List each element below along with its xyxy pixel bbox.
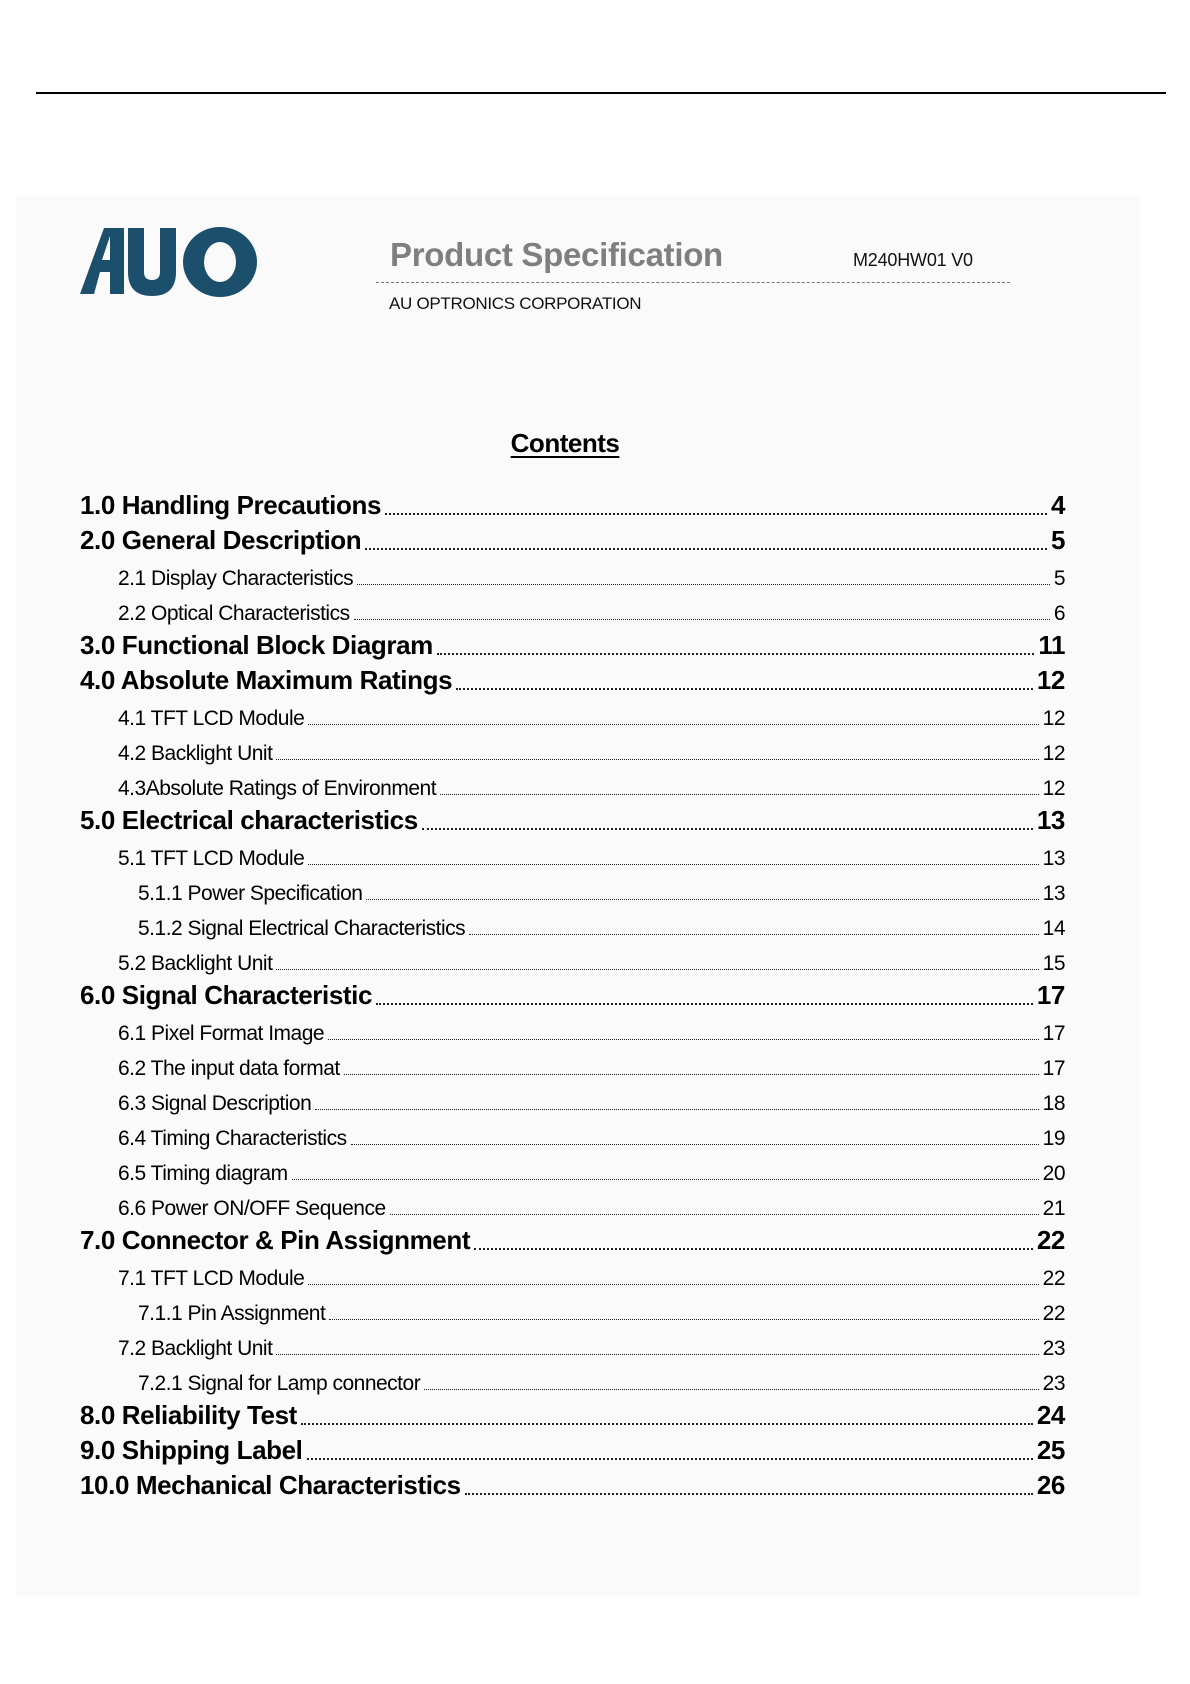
toc-entry-label: 4.2 Backlight Unit <box>118 742 273 765</box>
toc-entry-label: 5.1 TFT LCD Module <box>118 847 305 870</box>
toc-entry-label: 6.5 Timing diagram <box>118 1162 288 1185</box>
toc-leader-dots <box>390 1214 1039 1215</box>
header-dashed-rule <box>376 282 1010 283</box>
toc-entry-page: 13 <box>1036 805 1065 835</box>
toc-leader-dots <box>465 1493 1033 1495</box>
toc-entry-label: 6.4 Timing Characteristics <box>118 1127 347 1150</box>
toc-entry[interactable] <box>80 731 1065 766</box>
toc-leader-dots <box>276 969 1038 970</box>
toc-entry-page: 21 <box>1042 1197 1065 1220</box>
toc-entry-label: 10.0 Mechanical Characteristics <box>80 1470 461 1500</box>
toc-entry[interactable] <box>80 836 1065 871</box>
company-name: AU OPTRONICS CORPORATION <box>389 294 642 313</box>
toc-entry-label: 8.0 Reliability Test <box>80 1400 297 1430</box>
toc-entry-label: 7.2.1 Signal for Lamp connector <box>138 1372 421 1395</box>
toc-entry[interactable] <box>80 1221 1065 1256</box>
toc-entry-page: 12 <box>1042 707 1065 730</box>
toc-entry-label: 2.2 Optical Characteristics <box>118 602 350 625</box>
toc-entry-label: 6.0 Signal Characteristic <box>80 980 373 1010</box>
toc-entry-page: 12 <box>1036 665 1065 695</box>
toc-leader-dots <box>474 1248 1033 1250</box>
toc-entry-page: 26 <box>1036 1470 1065 1500</box>
toc-entry-label: 6.3 Signal Description <box>118 1092 312 1115</box>
toc-leader-dots <box>366 899 1038 900</box>
toc-entry[interactable] <box>80 1011 1065 1046</box>
toc-leader-dots <box>329 1319 1038 1320</box>
toc-entry[interactable] <box>80 626 1065 661</box>
toc-entry-page: 14 <box>1042 917 1065 940</box>
toc-entry-page: 12 <box>1042 777 1065 800</box>
toc-leader-dots <box>456 688 1033 690</box>
toc-entry-page: 5 <box>1053 567 1065 590</box>
toc-entry[interactable] <box>80 1256 1065 1291</box>
table-of-contents <box>80 486 1065 1501</box>
toc-entry-page: 17 <box>1042 1057 1065 1080</box>
toc-leader-dots <box>292 1179 1039 1180</box>
toc-heading: Contents <box>510 428 620 458</box>
toc-leader-dots <box>308 724 1038 725</box>
toc-entry-page: 18 <box>1042 1092 1065 1115</box>
toc-leader-dots <box>328 1039 1039 1040</box>
toc-entry[interactable] <box>80 1291 1065 1326</box>
toc-entry-page: 17 <box>1042 1022 1065 1045</box>
toc-entry-page: 23 <box>1042 1337 1065 1360</box>
toc-leader-dots <box>376 1003 1033 1005</box>
toc-entry-label: 6.1 Pixel Format Image <box>118 1022 325 1045</box>
toc-leader-dots <box>308 864 1038 865</box>
toc-leader-dots <box>385 513 1047 515</box>
toc-entry[interactable] <box>80 871 1065 906</box>
auo-logo-mark <box>80 222 258 300</box>
toc-entry-page: 24 <box>1036 1400 1065 1430</box>
toc-entry[interactable] <box>80 1046 1065 1081</box>
toc-entry-label: 2.1 Display Characteristics <box>118 567 354 590</box>
toc-entry-page: 22 <box>1042 1267 1065 1290</box>
toc-entry-label: 5.0 Electrical characteristics <box>80 805 418 835</box>
toc-entry-label: 7.1 TFT LCD Module <box>118 1267 305 1290</box>
toc-entry-page: 11 <box>1038 630 1065 660</box>
model-number: M240HW01 V0 <box>853 250 973 270</box>
toc-entry-label: 6.6 Power ON/OFF Sequence <box>118 1197 386 1220</box>
toc-entry[interactable] <box>80 1361 1065 1396</box>
toc-entry-page: 25 <box>1036 1435 1065 1465</box>
toc-leader-dots <box>315 1109 1038 1110</box>
toc-entry-label: 4.3Absolute Ratings of Environment <box>118 777 437 800</box>
toc-entry-page: 4 <box>1050 490 1065 520</box>
toc-entry[interactable] <box>80 696 1065 731</box>
toc-leader-dots <box>351 1144 1039 1145</box>
toc-leader-dots <box>276 1354 1038 1355</box>
toc-entry-label: 6.2 The input data format <box>118 1057 340 1080</box>
toc-entry-label: 5.1.2 Signal Electrical Characteristics <box>138 917 466 940</box>
toc-leader-dots <box>440 794 1039 795</box>
toc-entry[interactable] <box>80 1326 1065 1361</box>
toc-leader-dots <box>276 759 1038 760</box>
toc-entry[interactable] <box>80 766 1065 801</box>
toc-entry[interactable] <box>80 801 1065 836</box>
toc-entry-page: 23 <box>1042 1372 1065 1395</box>
toc-entry-label: 7.1.1 Pin Assignment <box>138 1302 326 1325</box>
toc-entry-label: 4.0 Absolute Maximum Ratings <box>80 665 453 695</box>
toc-entry[interactable] <box>80 906 1065 941</box>
toc-leader-dots <box>424 1389 1038 1390</box>
toc-entry-page: 22 <box>1042 1302 1065 1325</box>
toc-entry[interactable] <box>80 1116 1065 1151</box>
toc-entry-page: 17 <box>1036 980 1065 1010</box>
toc-entry-label: 7.0 Connector & Pin Assignment <box>80 1225 471 1255</box>
toc-leader-dots <box>437 653 1034 655</box>
toc-entry-page: 19 <box>1042 1127 1065 1150</box>
toc-leader-dots <box>308 1284 1038 1285</box>
top-rule <box>36 92 1166 94</box>
toc-entry-label: 3.0 Functional Block Diagram <box>80 630 433 660</box>
toc-entry[interactable] <box>80 1396 1065 1431</box>
toc-entry[interactable] <box>80 1466 1065 1501</box>
toc-entry[interactable] <box>80 486 1065 521</box>
toc-entry-label: 5.2 Backlight Unit <box>118 952 273 975</box>
toc-entry[interactable] <box>80 591 1065 626</box>
toc-leader-dots <box>354 619 1050 620</box>
toc-entry[interactable] <box>80 976 1065 1011</box>
toc-leader-dots <box>365 548 1047 550</box>
toc-entry[interactable] <box>80 1081 1065 1116</box>
toc-entry-page: 13 <box>1042 847 1065 870</box>
toc-entry-label: 7.2 Backlight Unit <box>118 1337 273 1360</box>
toc-entry-page: 6 <box>1053 602 1065 625</box>
toc-leader-dots <box>357 584 1050 585</box>
toc-entry-label: 4.1 TFT LCD Module <box>118 707 305 730</box>
toc-leader-dots <box>469 934 1038 935</box>
toc-entry-page: 15 <box>1042 952 1065 975</box>
toc-entry-label: 1.0 Handling Precautions <box>80 490 382 520</box>
toc-entry-label: 2.0 General Description <box>80 525 362 555</box>
toc-entry-label: 9.0 Shipping Label <box>80 1435 303 1465</box>
toc-leader-dots <box>344 1074 1039 1075</box>
toc-leader-dots <box>307 1458 1033 1460</box>
toc-entry-page: 5 <box>1050 525 1065 555</box>
toc-entry[interactable] <box>80 521 1065 556</box>
toc-entry[interactable] <box>80 556 1065 591</box>
toc-entry[interactable] <box>80 661 1065 696</box>
toc-entry-page: 12 <box>1042 742 1065 765</box>
toc-entry-page: 22 <box>1036 1225 1065 1255</box>
auo-logo <box>80 222 258 300</box>
toc-entry[interactable] <box>80 1186 1065 1221</box>
toc-entry-label: 5.1.1 Power Specification <box>138 882 363 905</box>
toc-leader-dots <box>422 828 1033 830</box>
toc-entry-page: 20 <box>1042 1162 1065 1185</box>
toc-entry-page: 13 <box>1042 882 1065 905</box>
document-title: Product Specification <box>390 236 723 273</box>
toc-entry[interactable] <box>80 941 1065 976</box>
toc-leader-dots <box>301 1423 1033 1425</box>
toc-entry[interactable] <box>80 1431 1065 1466</box>
toc-entry[interactable] <box>80 1151 1065 1186</box>
